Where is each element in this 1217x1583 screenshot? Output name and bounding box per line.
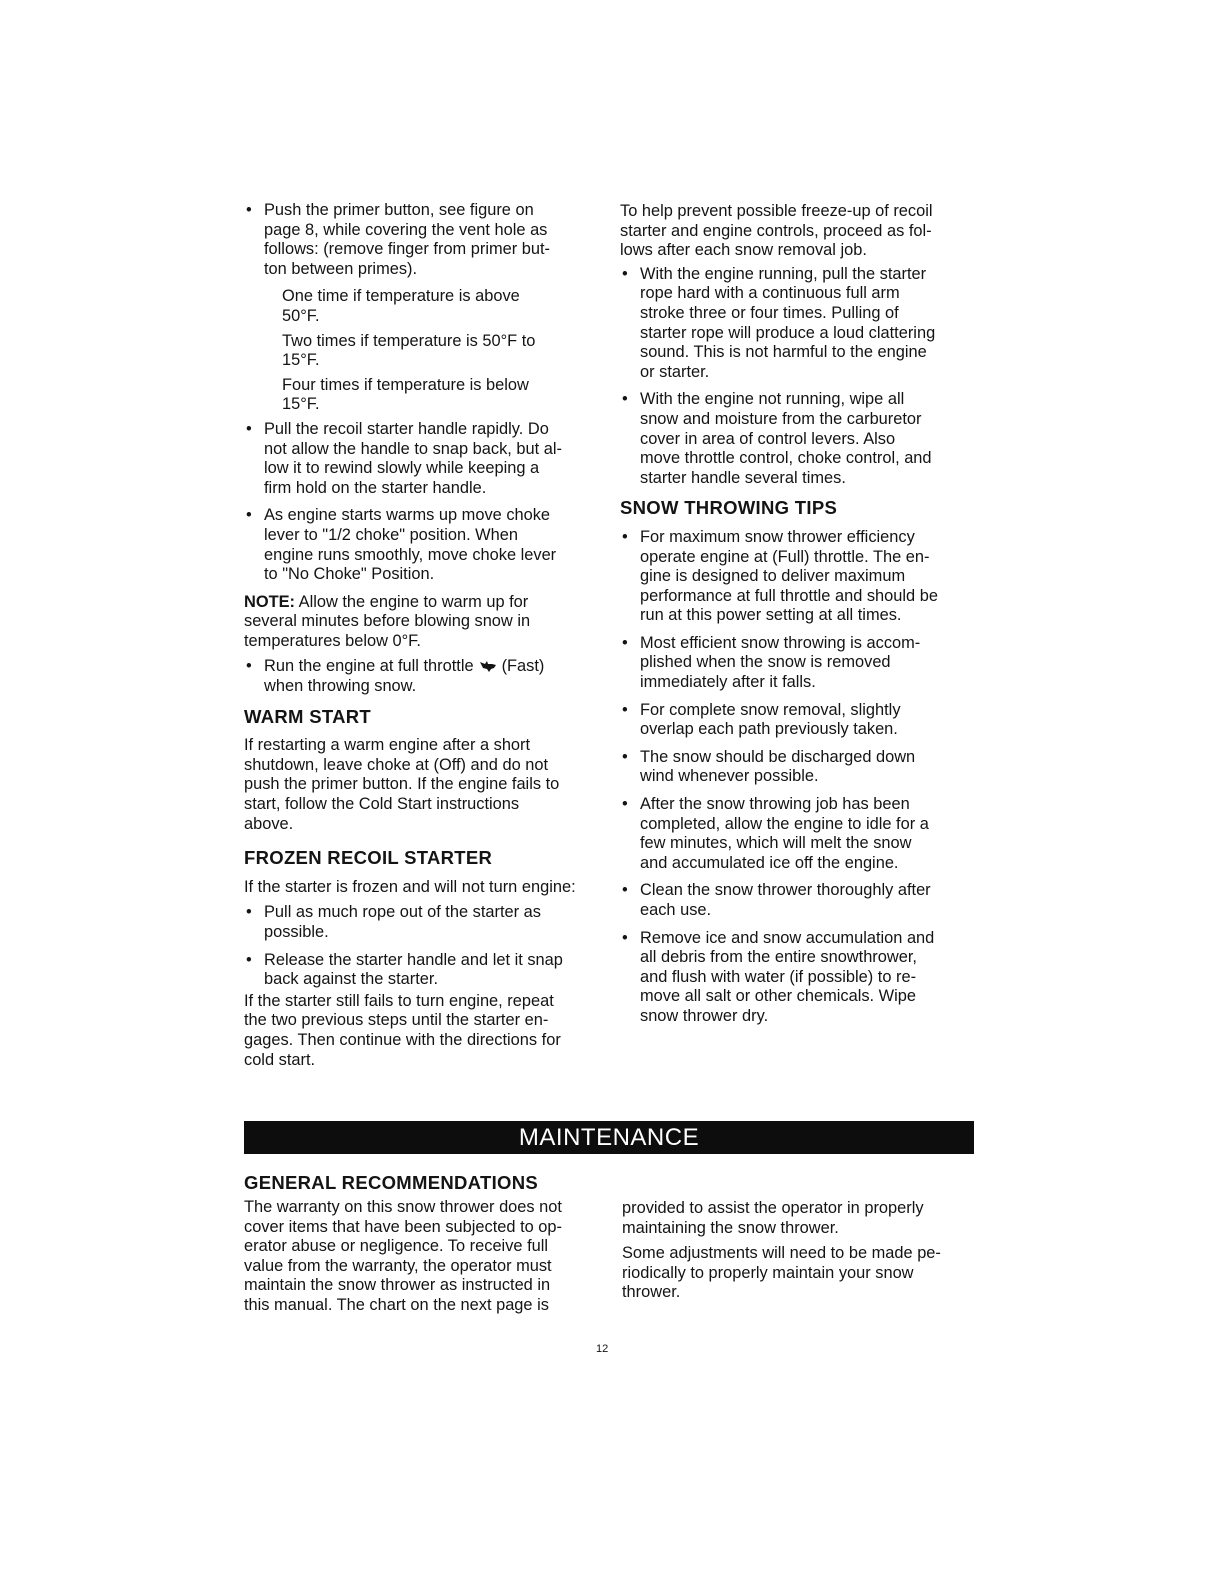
run-throttle-step xyxy=(244,657,606,696)
text-line: • Remove ice and snow accumulation and xyxy=(640,928,935,947)
text-line: • Clean the snow thrower thoroughly after xyxy=(640,881,931,900)
primer-step xyxy=(244,201,606,279)
text-line: Four times if temperature is below xyxy=(282,375,529,394)
text-line: the two previous steps until the starter en- xyxy=(244,1011,549,1030)
text-line: cold start. xyxy=(244,1050,316,1069)
note-label: NOTE: xyxy=(244,592,295,611)
text-line: • For complete snow removal, slightly xyxy=(640,700,901,719)
run-first-line xyxy=(264,657,606,677)
text-line: snow and moisture from the carburetor xyxy=(640,409,922,428)
engine-running-step xyxy=(620,265,980,383)
text-line: move all salt or other chemicals. Wipe xyxy=(640,987,917,1006)
text-line: this manual. The chart on the next page is xyxy=(244,1295,549,1314)
warm-start-text xyxy=(244,736,606,834)
text-line: possible. xyxy=(264,923,329,941)
pull-starter-step xyxy=(244,420,606,498)
prime-four-times xyxy=(244,376,606,415)
tip-remove-ice-debris xyxy=(620,929,980,1027)
repeat-text xyxy=(244,992,606,1070)
text-line: firm hold on the starter handle. xyxy=(264,478,487,497)
text-line: low it to rewind slowly while keeping a xyxy=(264,459,540,478)
tip-clean-after-use xyxy=(620,881,980,920)
tip-overlap-path xyxy=(620,701,980,740)
note-first-line xyxy=(244,593,606,613)
text-line: overlap each path previously taken. xyxy=(640,720,898,739)
frozen-recoil-heading: FROZEN RECOIL STARTER xyxy=(244,847,493,869)
text-line: 50°F. xyxy=(282,306,320,325)
text-line: start, follow the Cold Start instructions xyxy=(244,795,520,814)
text-line: push the primer button. If the engine fails to xyxy=(244,775,560,794)
text-line: wind whenever possible. xyxy=(640,767,819,786)
text-line: • Pull the recoil starter handle rapidly. Do xyxy=(264,419,549,438)
maintenance-right-text xyxy=(622,1199,982,1309)
tip-idle-after-job xyxy=(620,795,980,873)
text-line: several minutes before blowing snow in xyxy=(244,612,531,631)
maintenance-banner: MAINTENANCE xyxy=(244,1121,974,1154)
text-line: • The snow should be discharged down xyxy=(640,747,916,766)
text-line: Some adjustments will need to be made pe- xyxy=(622,1244,941,1263)
text-line: run at this power setting at all times. xyxy=(640,606,902,625)
text-line: above. xyxy=(244,814,294,833)
text-line: The warranty on this snow thrower does not xyxy=(244,1198,562,1216)
note xyxy=(244,593,606,652)
text-line: • For maximum snow thrower efficiency xyxy=(640,527,915,546)
text-line: • With the engine not running, wipe all xyxy=(640,390,905,409)
text-line: each use. xyxy=(640,901,712,919)
warm-start-heading: WARM START xyxy=(244,705,371,727)
text-line: performance at full throttle and should be xyxy=(640,586,938,605)
general-recommendations-heading: GENERAL RECOMMENDATIONS xyxy=(244,1172,539,1193)
rabbit-fast-throttle-icon xyxy=(478,659,498,673)
text-line: ton between primes). xyxy=(264,259,418,278)
text-line: Run the engine at full throttle xyxy=(264,657,474,676)
text-line: If the starter is frozen and will not turn engine: xyxy=(244,877,576,896)
text-line: value from the warranty, the operator must xyxy=(244,1256,552,1275)
maintenance-left-text xyxy=(244,1198,606,1316)
text-line: • As engine starts warms up move choke xyxy=(264,506,551,525)
freeze-prevention-intro xyxy=(620,202,980,261)
text-line: 15°F. xyxy=(282,395,320,414)
text-line: shutdown, leave choke at (Off) and do not xyxy=(244,755,549,774)
text-line: starter rope will produce a loud clattering xyxy=(640,323,936,342)
text-line: cover items that have been subjected to op- xyxy=(244,1217,562,1236)
text-line: few minutes, which will melt the snow xyxy=(640,834,912,853)
text-line: Allow the engine to warm up for xyxy=(295,592,529,611)
text-line: • Pull as much rope out of the starter as xyxy=(264,903,541,922)
frozen-intro xyxy=(244,878,606,898)
text-line: temperatures below 0°F. xyxy=(244,631,421,650)
text-line: and accumulated ice off the engine. xyxy=(640,853,899,872)
text-line: • Push the primer button, see figure on xyxy=(264,201,534,219)
text-line: stroke three or four times. Pulling of xyxy=(640,303,899,322)
text-line: cover in area of control levers. Also xyxy=(640,429,896,448)
text-line: all debris from the entire snowthrower, xyxy=(640,948,917,967)
prime-two-times xyxy=(244,332,606,371)
right-column xyxy=(620,202,980,1035)
pull-rope-step xyxy=(244,903,606,942)
snow-throwing-tips-heading: SNOW THROWING TIPS xyxy=(620,497,838,519)
text-line: operate engine at (Full) throttle. The en- xyxy=(640,547,930,566)
text-line: (Fast) xyxy=(501,657,545,676)
left-column xyxy=(244,201,606,1076)
text-line: starter handle several times. xyxy=(640,468,846,487)
text-line: maintaining the snow thrower. xyxy=(622,1218,839,1237)
text-line: or starter. xyxy=(640,362,710,381)
text-line: • With the engine running, pull the starter xyxy=(640,264,927,283)
text-line: • Release the starter handle and let it snap xyxy=(264,950,563,969)
text-line: To help prevent possible freeze-up of recoil xyxy=(620,202,933,220)
text-line: page 8, while covering the vent hole as xyxy=(264,220,548,239)
release-handle-step xyxy=(244,951,606,990)
text-line: One time if temperature is above xyxy=(282,287,520,306)
text-line: Two times if temperature is 50°F to xyxy=(282,331,536,350)
text-line: completed, allow the engine to idle for a xyxy=(640,814,929,833)
text-line: gages. Then continue with the directions for xyxy=(244,1030,561,1049)
text-line: snow thrower dry. xyxy=(640,1006,769,1025)
text-line: and flush with water (if possible) to re- xyxy=(640,967,917,986)
maintenance-chart-note xyxy=(622,1199,982,1238)
text-line: back against the starter. xyxy=(264,970,439,989)
text-line: gine is designed to deliver maximum xyxy=(640,567,906,586)
text-line: sound. This is not harmful to the engine xyxy=(640,343,927,362)
text-line: move throttle control, choke control, and xyxy=(640,449,932,468)
prime-one-time xyxy=(244,287,606,326)
text-line: riodically to properly maintain your snow xyxy=(622,1263,914,1282)
text-line: plished when the snow is removed xyxy=(640,653,891,672)
text-line: lever to "1/2 choke" position. When xyxy=(264,525,518,544)
text-line: rope hard with a continuous full arm xyxy=(640,284,900,303)
text-line: • Most efficient snow throwing is accom- xyxy=(640,633,921,652)
text-line: lows after each snow removal job. xyxy=(620,241,867,260)
page-number: 12 xyxy=(596,1343,609,1355)
text-line: If the starter still fails to turn engine, repeat xyxy=(244,991,554,1010)
text-line: erator abuse or negligence. To receive full xyxy=(244,1237,549,1256)
maintenance-adjustments-note xyxy=(622,1244,982,1303)
tip-full-throttle xyxy=(620,528,980,626)
tip-discharge-downwind xyxy=(620,748,980,787)
text-line: 15°F. xyxy=(282,351,320,370)
text-line: starter and engine controls, proceed as fol- xyxy=(620,221,932,240)
tip-remove-promptly xyxy=(620,634,980,693)
text-line: not allow the handle to snap back, but al- xyxy=(264,439,562,458)
text-line: immediately after it falls. xyxy=(640,673,816,692)
text-line: If restarting a warm engine after a short xyxy=(244,736,531,755)
text-line: engine runs smoothly, move choke lever xyxy=(264,545,557,564)
text-line: to "No Choke" Position. xyxy=(264,565,435,584)
text-line: follows: (remove finger from primer but- xyxy=(264,240,551,259)
choke-step xyxy=(244,506,606,584)
engine-not-running-step xyxy=(620,390,980,488)
text-line: maintain the snow thrower as instructed in xyxy=(244,1276,551,1295)
text-line: provided to assist the operator in properly xyxy=(622,1199,924,1217)
text-line: thrower. xyxy=(622,1283,681,1302)
text-line: when throwing snow. xyxy=(264,677,417,696)
text-line: • After the snow throwing job has been xyxy=(640,795,910,814)
